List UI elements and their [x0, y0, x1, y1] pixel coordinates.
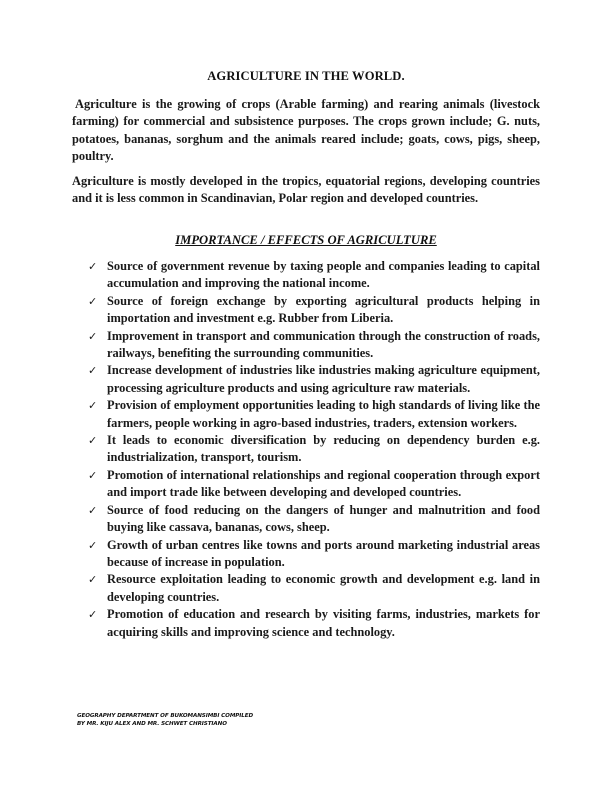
list-item-text: Source of government revenue by taxing people and companies leading to capital accumulation and improving the national income.	[107, 259, 540, 291]
list-item-text: Growth of urban centres like towns and ports around marketing industrial areas because of increase in population.	[107, 537, 540, 569]
checkmark-icon: ✓	[88, 503, 98, 517]
checkmark-icon: ✓	[88, 573, 98, 587]
list-item	[88, 432, 540, 467]
list-item	[88, 362, 540, 397]
page-title: AGRICULTURE IN THE WORLD.	[207, 69, 405, 83]
footer-line-1: GEOGRAPHY DEPARTMENT OF BUKOMANSIMBI COMPILED	[77, 713, 254, 719]
footer-line-2: BY MR. KIJU ALEX AND MR. SCHWET CHRISTIANO	[77, 721, 227, 727]
list-item	[88, 502, 540, 537]
importance-list	[88, 258, 540, 641]
checkmark-icon: ✓	[88, 399, 98, 413]
list-item-text: Promotion of international relationships and regional cooperation through export and import trade like between developing and developed countries.	[107, 467, 540, 500]
list-item-text: Increase development of industries like industries making agriculture equipment, processing agriculture products and using agriculture raw materials.	[107, 363, 540, 395]
intro-paragraph: Agriculture is the growing of crops (Arable farming) and rearing animals (livestock farming) for commercial and subsistence purposes. The crops grown include; G. nuts, potatoes, bananas, sorghum and the animals reared include; goats, cows, pigs, sheep, poultry.	[72, 97, 540, 164]
list-item-text: Promotion of education and research by visiting farms, industries, markets for acquiring skills and improving science and technology.	[107, 607, 540, 639]
checkmark-icon: ✓	[88, 260, 98, 273]
list-item-text: Improvement in transport and communication through the construction of roads, railways, benefiting the surrounding communities.	[107, 328, 540, 361]
list-item	[88, 258, 540, 293]
checkmark-icon: ✓	[88, 538, 98, 552]
list-item-text: Provision of employment opportunities leading to high standards of living like the farmers, people working in agro-based industries, traders, extension workers.	[107, 398, 540, 430]
checkmark-icon: ✓	[88, 364, 98, 378]
page-footer	[77, 712, 253, 728]
section-heading: IMPORTANCE / EFFECTS OF AGRICULTURE	[175, 233, 437, 247]
list-item	[88, 537, 540, 572]
checkmark-icon: ✓	[88, 294, 98, 308]
list-item-text: Source of foreign exchange by exporting agricultural products helping in importation and investment e.g. Rubber from Liberia.	[107, 293, 540, 326]
checkmark-icon: ✓	[88, 329, 98, 343]
checkmark-icon: ✓	[88, 434, 98, 448]
list-item-text: Resource exploitation leading to economic growth and development e.g. land in developing countries.	[107, 572, 540, 604]
list-item-text: It leads to economic diversification by reducing on dependency burden e.g. industrialization, transport, tourism.	[107, 433, 540, 465]
list-item	[88, 571, 540, 606]
distribution-paragraph: Agriculture is mostly developed in the tropics, equatorial regions, developing countries and it is less common in Scandinavian, Polar region and developed countries.	[72, 174, 540, 206]
list-item	[88, 606, 540, 641]
checkmark-icon: ✓	[88, 468, 98, 482]
list-item	[88, 293, 540, 328]
list-item-text: Source of food reducing on the dangers of hunger and malnutrition and food buying like cassava, bananas, cows, sheep.	[107, 502, 540, 535]
list-item	[88, 328, 540, 363]
list-item	[88, 467, 540, 502]
checkmark-icon: ✓	[88, 608, 98, 622]
list-item	[88, 397, 540, 432]
